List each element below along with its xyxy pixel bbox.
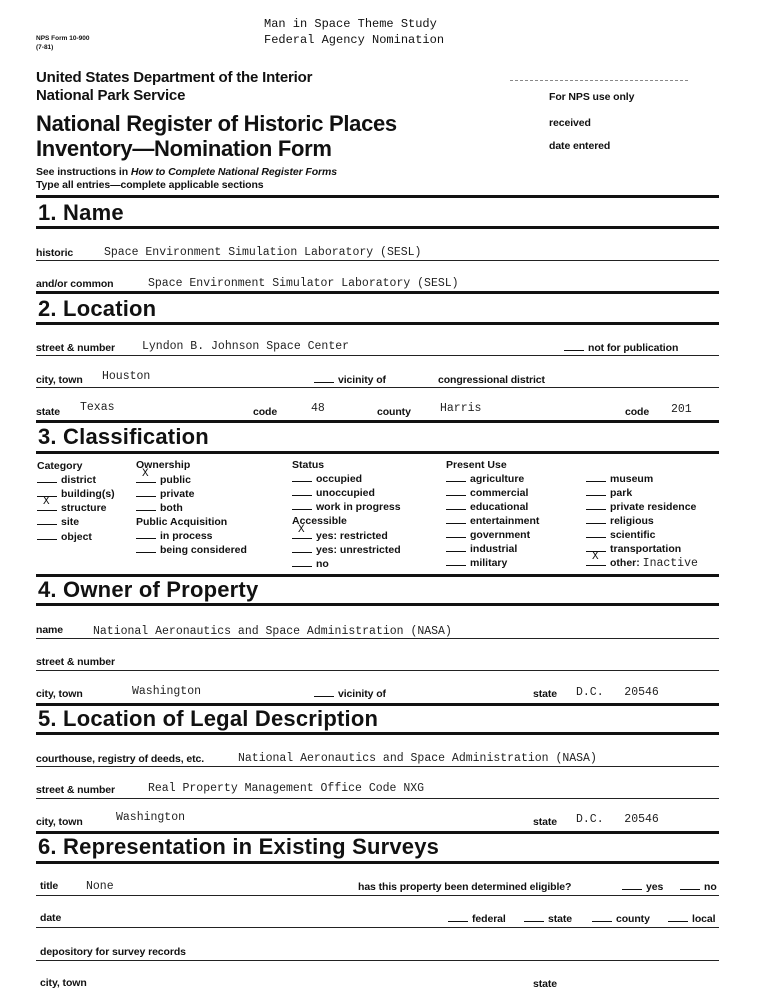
owner-vicinity-of-label: vicinity of [338,688,386,700]
use-commercial-label: commercial [470,487,529,499]
ownership-header: Ownership [136,459,191,471]
checkbox-blank[interactable] [446,515,466,524]
checkbox-blank[interactable] [292,558,312,567]
use-religious[interactable] [586,515,654,527]
category-structure-label: structure [61,502,107,514]
checkbox-blank[interactable] [680,881,700,890]
check-mark: X [43,496,50,508]
ownership-private-label: private [160,488,195,500]
status-unoccupied-label: unoccupied [316,487,375,499]
street-number-label: street & number [36,342,116,354]
accessible-yes-restricted-label: yes: restricted [316,530,388,542]
use-other[interactable] [586,551,698,570]
street-number-value: Lyndon B. Johnson Space Center [142,340,350,353]
use-agriculture-label: agriculture [470,473,525,485]
checkbox-blank[interactable] [586,515,606,524]
checkbox-blank[interactable] [136,488,156,497]
survey-title-value: None [86,880,114,893]
use-industrial[interactable] [446,543,517,555]
status-work-in-progress[interactable] [292,501,401,513]
state-value: Texas [80,401,115,414]
section-rule [36,322,719,325]
eligible-yes[interactable] [622,881,663,893]
depository-label: depository for survey records [40,946,186,958]
field-line [36,960,719,961]
status-occupied-label: occupied [316,473,363,485]
use-other-label: other: [610,557,640,569]
county-value: Harris [440,402,482,415]
owner-name-value: National Aeronautics and Space Administration (NASA) [93,625,452,638]
category-district-label: district [61,474,97,486]
state-code-label: code [253,406,278,418]
instructions-book: How to Complete National Register Forms [130,166,337,178]
use-military-label: military [470,557,508,569]
category-object[interactable] [37,531,92,543]
courthouse-label: courthouse, registry of deeds, etc. [36,753,205,765]
field-line [36,927,719,928]
form-number: NPS Form 10-900 [36,35,90,42]
status-header: Status [292,459,325,471]
use-government[interactable] [446,529,530,541]
accessible-yes-restricted[interactable] [292,524,388,542]
checkbox-blank[interactable] [446,473,466,482]
survey-federal[interactable] [448,913,506,925]
not-for-publication-label: not for publication [588,342,679,354]
ownership-both-label: both [160,502,183,514]
checkbox-blank[interactable] [292,487,312,496]
accessible-yes-unrestricted[interactable] [292,544,401,556]
section-rule [36,451,719,454]
date-entered-label: date entered [549,140,611,152]
eligible-no[interactable] [680,881,717,893]
owner-vicinity-of [314,688,386,700]
use-transportation-label: transportation [610,543,682,555]
checkbox-checked[interactable] [292,524,312,539]
category-object-label: object [61,531,92,543]
instructions-line1 [36,166,337,178]
city-town-label: city, town [36,374,83,386]
checkbox-blank[interactable] [586,529,606,538]
legal-state-value: D.C. 20546 [576,813,659,826]
checkbox-blank[interactable] [622,881,642,890]
city-town-value: Houston [102,370,151,383]
service-name: National Park Service [36,87,186,104]
checkbox-blank[interactable] [136,544,156,553]
legal-state-label: state [533,816,558,828]
section-1-title: 1. Name [38,200,124,225]
section-rule [36,226,719,229]
ownership-public[interactable] [136,468,191,486]
category-district[interactable] [37,474,96,486]
survey-state[interactable] [524,913,572,925]
section-rule [36,420,719,423]
acquisition-in-process[interactable] [136,530,213,542]
field-line [36,895,719,896]
instructions-prefix: See instructions in [36,166,131,178]
survey-local[interactable] [668,913,715,925]
acquisition-being-considered[interactable] [136,544,247,556]
checkbox-blank[interactable] [314,374,334,383]
eligible-yes-label: yes [646,881,664,893]
field-line [36,260,719,261]
public-acquisition-header: Public Acquisition [136,516,228,528]
field-line [36,638,719,639]
historic-value: Space Environment Simulation Laboratory (SESL) [104,246,422,259]
owner-name-label: name [36,624,64,636]
category-header: Category [37,460,83,472]
accessible-header: Accessible [292,515,347,527]
use-religious-label: religious [610,515,654,527]
survey-date-label: date [40,912,62,924]
checkbox-blank[interactable] [37,516,57,525]
field-line [36,355,719,356]
state-code-value: 48 [311,402,325,415]
checkbox-blank[interactable] [446,557,466,566]
checkbox-blank[interactable] [292,501,312,510]
section-5-title: 5. Location of Legal Description [38,706,379,731]
owner-city-value: Washington [132,685,202,698]
instructions-line2: Type all entries—complete applicable sections [36,179,264,191]
form-title-line2: Inventory—Nomination Form [36,136,332,161]
form-title-line1: National Register of Historic Places [36,111,397,136]
check-mark: X [298,524,305,536]
survey-county-label: county [616,913,650,925]
field-line [36,766,719,767]
ownership-both[interactable] [136,502,183,514]
acquisition-in-process-label: in process [160,530,213,542]
checkbox-blank[interactable] [446,529,466,538]
field-line [36,798,719,799]
checkbox-blank[interactable] [586,487,606,496]
survey-federal-label: federal [472,913,506,925]
legal-city-label: city, town [36,816,83,828]
eligible-no-label: no [704,881,717,893]
not-for-publication [564,342,678,354]
section-rule [36,603,719,606]
county-code-value: 201 [671,403,692,416]
checkbox-blank[interactable] [136,502,156,511]
study-title-line2: Federal Agency Nomination [264,33,445,47]
checkbox-blank[interactable] [592,913,612,922]
use-transportation[interactable] [586,543,681,555]
use-commercial[interactable] [446,487,528,499]
use-private-residence-label: private residence [610,501,697,513]
accessible-no-label: no [316,558,329,570]
section-rule [36,195,719,198]
nps-use-only: For NPS use only [549,91,635,103]
checkbox-blank[interactable] [37,531,57,540]
owner-state-label: state [533,688,558,700]
use-scientific-label: scientific [610,529,656,541]
section-3-title: 3. Classification [38,424,209,449]
section-rule [36,861,719,864]
checkbox-blank[interactable] [564,342,584,351]
eligible-question: has this property been determined eligible? [358,881,572,893]
status-occupied[interactable] [292,473,362,485]
check-mark: X [592,551,599,563]
use-military[interactable] [446,557,507,569]
checkbox-checked[interactable] [37,496,57,511]
checkbox-blank[interactable] [446,501,466,510]
category-structure[interactable] [37,496,107,514]
legal-street-value: Real Property Management Office Code NXG [148,782,425,795]
category-site-label: site [61,516,80,528]
checkbox-blank[interactable] [292,544,312,553]
owner-city-label: city, town [36,688,83,700]
section-4-title: 4. Owner of Property [38,577,259,602]
use-private-residence[interactable] [586,501,696,513]
use-park[interactable] [586,487,632,499]
ownership-public-label: public [160,474,191,486]
vicinity-of [314,374,386,386]
checkbox-blank[interactable] [292,473,312,482]
accessible-no[interactable] [292,558,329,570]
use-educational[interactable] [446,501,528,513]
form-date: (7-81) [36,44,54,51]
field-line [36,387,719,388]
use-park-label: park [610,487,633,499]
use-museum-label: museum [610,473,654,485]
survey-county[interactable] [592,913,650,925]
survey-title-label: title [40,880,59,892]
state-label: state [36,406,61,418]
ownership-private[interactable] [136,488,194,500]
legal-street-label: street & number [36,784,116,796]
section-2-title: 2. Location [38,296,157,321]
status-work-in-progress-label: work in progress [316,501,401,513]
field-line [36,670,719,671]
section-6-title: 6. Representation in Existing Surveys [38,834,440,859]
survey-state-label: state [548,913,573,925]
county-label: county [377,406,411,418]
use-entertainment[interactable] [446,515,539,527]
checkbox-blank[interactable] [586,473,606,482]
legal-city-value: Washington [116,811,186,824]
use-industrial-label: industrial [470,543,518,555]
survey-state-label: state [533,978,558,990]
received-label: received [549,117,591,129]
checkbox-checked[interactable] [586,551,606,566]
checkbox-blank[interactable] [448,913,468,922]
vicinity-of-label: vicinity of [338,374,386,386]
use-agriculture[interactable] [446,473,524,485]
category-buildings-label: building(s) [61,488,115,500]
checkbox-blank[interactable] [586,501,606,510]
use-museum[interactable] [586,473,653,485]
checkbox-blank[interactable] [136,530,156,539]
use-other-value: Inactive [642,557,698,570]
checkbox-blank[interactable] [37,474,57,483]
use-entertainment-label: entertainment [470,515,540,527]
checkbox-blank[interactable] [446,487,466,496]
nps-box-divider [510,80,688,82]
section-rule [36,291,719,294]
status-unoccupied[interactable] [292,487,375,499]
use-scientific[interactable] [586,529,656,541]
owner-state-value: D.C. 20546 [576,686,659,699]
category-site[interactable] [37,516,79,528]
section-rule [36,732,719,735]
historic-label: historic [36,247,74,259]
study-title-line1: Man in Space Theme Study [264,17,437,31]
county-code-label: code [625,406,650,418]
survey-city-label: city, town [40,977,87,989]
present-use-header: Present Use [446,459,507,471]
department-name: United States Department of the Interior [36,69,313,86]
checkbox-blank[interactable] [314,688,334,697]
acquisition-being-considered-label: being considered [160,544,247,556]
check-mark: X [142,468,149,480]
survey-local-label: local [692,913,716,925]
owner-street-label: street & number [36,656,116,668]
checkbox-blank[interactable] [446,543,466,552]
use-government-label: government [470,529,531,541]
congressional-district-label: congressional district [438,374,545,386]
use-educational-label: educational [470,501,529,513]
common-name-value: Space Environment Simulator Laboratory (SESL) [148,277,459,290]
accessible-yes-unrestricted-label: yes: unrestricted [316,544,401,556]
common-name-label: and/or common [36,278,114,290]
checkbox-checked[interactable] [136,468,156,483]
checkbox-blank[interactable] [668,913,688,922]
checkbox-blank[interactable] [524,913,544,922]
courthouse-value: National Aeronautics and Space Administration (NASA) [238,752,597,765]
